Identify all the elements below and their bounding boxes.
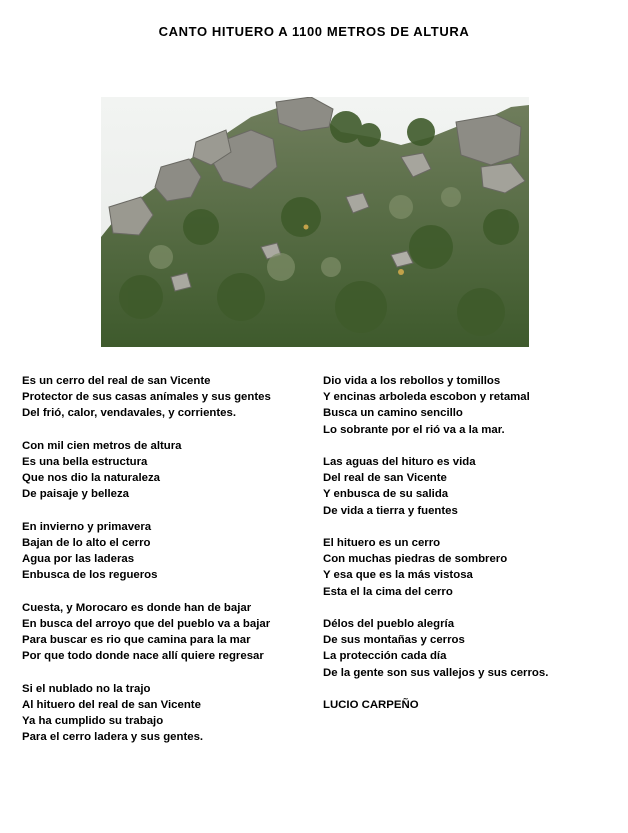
poem-right-column — [323, 373, 581, 729]
poem-line: Para el cerro ladera y sus gentes. — [22, 731, 204, 744]
poem-line: Es una bella estructura — [22, 456, 148, 468]
poem-line: Enbusca de los regueros — [22, 569, 158, 582]
poem-line: Cuesta, y Morocaro es donde han de bajar — [22, 601, 252, 614]
poem-line: El hituero es un cerro — [323, 537, 441, 549]
stanza — [323, 535, 581, 600]
poem-line: Con muchas piedras de sombrero — [323, 553, 508, 566]
poem-line: En invierno y primavera — [22, 520, 152, 533]
poem-line: Las aguas del hituro es vida — [323, 456, 476, 468]
poem-line: De paisaje y belleza — [22, 488, 130, 501]
poem-line: En busca del arroyo que del pueblo va a bajar — [22, 618, 271, 630]
poem-line: Con mil cien metros de altura — [22, 439, 182, 452]
poem-line: De sus montañas y cerros — [323, 634, 465, 647]
poem-line: Y encinas arboleda escobon y retamal — [323, 391, 530, 404]
poem-line: Es un cerro del real de san Vicente — [22, 375, 211, 387]
stanza — [22, 438, 287, 503]
poem-line: Al hituero del real de san Vicente — [22, 699, 201, 711]
poem-line: Y enbusca de su salida — [323, 488, 449, 501]
stanza — [22, 600, 287, 665]
poem-line: Para buscar es rio que camina para la mar — [22, 634, 251, 647]
poem-line: Lo sobrante por el rió va a la mar. — [323, 423, 505, 436]
poem-line: La protección cada día — [323, 650, 447, 663]
poem-line: Dio vida a los rebollos y tomillos — [323, 375, 501, 387]
poem-line: Bajan de lo alto el cerro — [22, 537, 151, 549]
stanza — [22, 681, 287, 746]
poem-line: Protector de sus casas anímales y sus gentes — [22, 391, 271, 404]
poem-line: Agua por las laderas — [22, 553, 135, 566]
poem-left-column — [22, 373, 287, 762]
poem-line: De vida a tierra y fuentes — [323, 504, 458, 517]
rocky-hill-photo — [101, 97, 529, 347]
poem-line: Y esa que es la más vistosa — [323, 569, 473, 582]
stanza — [22, 519, 287, 584]
stanza — [22, 373, 287, 422]
poem-line: Del frió, calor, vendavales, y corrientes. — [22, 407, 236, 420]
poem-line: Délos del pueblo alegría — [323, 618, 455, 630]
poem-line: Que nos dio la naturaleza — [22, 472, 160, 485]
author-signature — [323, 697, 581, 713]
poem-line: Del real de san Vicente — [323, 472, 447, 485]
stanza — [323, 373, 581, 438]
poem-line: Por que todo donde nace allí quiere regresar — [22, 650, 264, 663]
stanza — [323, 454, 581, 519]
stanza — [323, 616, 581, 681]
poem-line: Busca un camino sencillo — [323, 407, 463, 420]
poem-title: CANTO HITUERO A 1100 METROS DE ALTURA — [158, 24, 470, 39]
poem-line: De la gente son sus vallejos y sus cerros. — [323, 666, 549, 679]
author-name: LUCIO CARPEÑO — [323, 699, 419, 711]
poem-line: Ya ha cumplido su trabajo — [22, 715, 164, 728]
poem-line: Si el nublado no la trajo — [22, 682, 151, 695]
poem-line: Esta el la cima del cerro — [323, 585, 453, 598]
